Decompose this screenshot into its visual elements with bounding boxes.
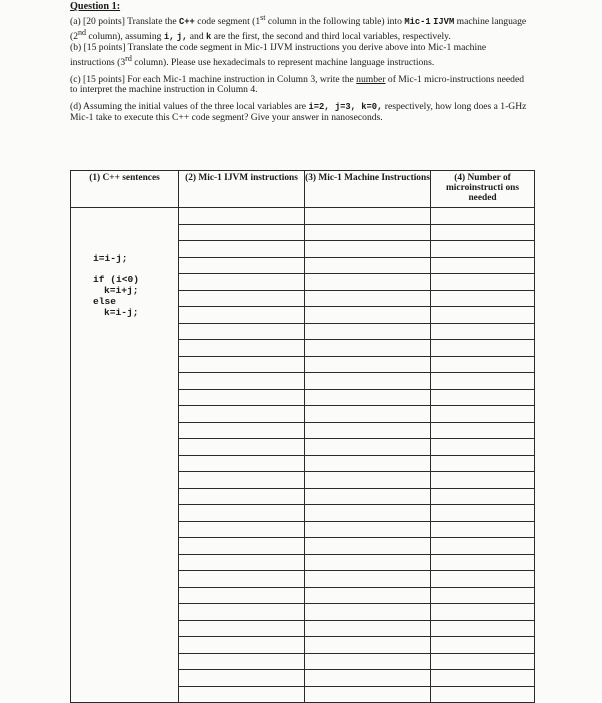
answer-cell[interactable] — [179, 340, 305, 357]
answer-cell[interactable] — [179, 323, 305, 340]
answer-cell[interactable] — [431, 257, 535, 274]
code-line: i=i-j; — [93, 253, 128, 264]
answer-cell[interactable] — [179, 620, 305, 637]
answer-cell[interactable] — [305, 505, 431, 522]
answer-cell[interactable] — [179, 521, 305, 538]
answer-cell[interactable] — [179, 241, 305, 258]
answer-cell[interactable] — [305, 439, 431, 456]
answer-cell[interactable] — [431, 274, 535, 291]
answer-cell[interactable] — [305, 653, 431, 670]
answer-cell[interactable] — [305, 257, 431, 274]
answer-cell[interactable] — [305, 521, 431, 538]
table-header-row — [71, 171, 535, 208]
answer-cell[interactable] — [431, 505, 535, 522]
answer-cell[interactable] — [431, 307, 535, 324]
answer-cell[interactable] — [179, 290, 305, 307]
answer-cell[interactable] — [305, 241, 431, 258]
answer-cell[interactable] — [179, 637, 305, 654]
answer-cell[interactable] — [179, 571, 305, 588]
answer-cell[interactable] — [431, 670, 535, 687]
answer-cell[interactable] — [431, 224, 535, 241]
answer-cell[interactable] — [305, 406, 431, 423]
part-b: (b) [15 points] Translate the code segment in Mic-1 IJVM instructions you derive above into Mic-1 machine instructions (3rd column). Please use hexadecimals to represent machine language instructions. — [70, 41, 487, 68]
header-microinstruction-count: (4) Number of microinstructi ons needed — [431, 171, 535, 208]
answer-cell[interactable] — [431, 373, 535, 390]
answer-cell[interactable] — [179, 208, 305, 225]
answer-cell[interactable] — [179, 274, 305, 291]
answer-cell[interactable] — [431, 422, 535, 439]
answer-cell[interactable] — [179, 406, 305, 423]
answer-cell[interactable] — [179, 455, 305, 472]
answer-cell[interactable] — [305, 620, 431, 637]
answer-cell[interactable] — [431, 323, 535, 340]
answer-cell[interactable] — [305, 290, 431, 307]
header-cpp-sentences: (1) C++ sentences — [71, 171, 179, 208]
answer-cell[interactable] — [431, 653, 535, 670]
answer-cell[interactable] — [179, 538, 305, 555]
answer-cell[interactable] — [179, 422, 305, 439]
answer-cell[interactable] — [431, 208, 535, 225]
answer-cell[interactable] — [305, 455, 431, 472]
answer-cell[interactable] — [179, 472, 305, 489]
answer-cell[interactable] — [179, 554, 305, 571]
answer-cell[interactable] — [305, 323, 431, 340]
answer-cell[interactable] — [179, 587, 305, 604]
part-d: (d) Assuming the initial values of the three local variables are i=2, j=3, k=0, respectively, how long does a 1-GHz Mic-1 take to execute this C++ code segment? Give your answer in nanoseconds. — [70, 101, 527, 123]
answer-cell[interactable] — [305, 422, 431, 439]
answer-cell[interactable] — [431, 571, 535, 588]
answer-cell[interactable] — [305, 571, 431, 588]
question-heading: Question 1: — [70, 1, 121, 12]
code-line: if (i<0) — [93, 274, 140, 285]
answer-cell[interactable] — [431, 389, 535, 406]
answer-cell[interactable] — [305, 554, 431, 571]
answer-cell[interactable] — [179, 307, 305, 324]
answer-cell[interactable] — [431, 340, 535, 357]
answer-cell[interactable] — [431, 455, 535, 472]
answer-cell[interactable] — [431, 587, 535, 604]
answer-cell[interactable] — [431, 290, 535, 307]
answer-cell[interactable] — [431, 241, 535, 258]
answer-cell[interactable] — [305, 356, 431, 373]
answer-cell[interactable] — [179, 439, 305, 456]
answer-cell[interactable] — [179, 653, 305, 670]
answer-cell[interactable] — [179, 373, 305, 390]
answer-cell[interactable] — [431, 538, 535, 555]
answer-cell[interactable] — [305, 587, 431, 604]
answer-cell[interactable] — [305, 604, 431, 621]
answer-cell[interactable] — [179, 505, 305, 522]
answer-cell[interactable] — [305, 224, 431, 241]
code-line: k=i+j; — [104, 285, 139, 296]
answer-cell[interactable] — [305, 373, 431, 390]
answer-cell[interactable] — [179, 356, 305, 373]
answer-cell[interactable] — [431, 472, 535, 489]
answer-cell[interactable] — [305, 389, 431, 406]
header-machine-instructions: (3) Mic-1 Machine Instructions — [305, 171, 431, 208]
cpp-code-block — [93, 254, 139, 319]
answer-cell[interactable] — [179, 224, 305, 241]
answer-cell[interactable] — [431, 637, 535, 654]
code-line: k=i-j; — [104, 307, 139, 318]
answer-cell[interactable] — [305, 488, 431, 505]
answer-cell[interactable] — [431, 406, 535, 423]
question-text — [70, 2, 532, 124]
answer-cell[interactable] — [431, 620, 535, 637]
answer-cell[interactable] — [431, 488, 535, 505]
answer-cell[interactable] — [305, 208, 431, 225]
part-c: (c) [15 points] For each Mic-1 machine instruction in Column 3, write the number of Mic-1 micro-instructions needed to interpret the machine instruction in Column 4. — [70, 73, 525, 96]
answer-cell[interactable] — [431, 356, 535, 373]
answer-cell[interactable] — [431, 554, 535, 571]
table-row — [71, 208, 535, 225]
answer-cell[interactable] — [305, 274, 431, 291]
answer-cell[interactable] — [305, 637, 431, 654]
answer-cell[interactable] — [305, 686, 431, 703]
answer-cell[interactable] — [305, 340, 431, 357]
answer-cell[interactable] — [431, 604, 535, 621]
code-line: else — [93, 296, 117, 307]
answer-cell[interactable] — [179, 389, 305, 406]
part-a: (a) [20 points] Translate the C++ code segment (1st column in the following table) into Mic-1 IJVM machine language (2nd column), assuming i, j, and k are the first, the second and third local variables, respectively. — [70, 12, 527, 42]
answer-cell[interactable] — [179, 604, 305, 621]
answer-cell[interactable] — [179, 488, 305, 505]
answer-cell[interactable] — [179, 686, 305, 703]
answer-cell[interactable] — [431, 686, 535, 703]
cpp-code-cell — [71, 208, 179, 703]
answer-cell[interactable] — [305, 670, 431, 687]
answer-cell[interactable] — [305, 307, 431, 324]
answer-cell[interactable] — [179, 257, 305, 274]
answer-table — [70, 170, 535, 703]
answer-cell[interactable] — [431, 439, 535, 456]
header-ijvm-instructions: (2) Mic-1 IJVM instructions — [179, 171, 305, 208]
answer-cell[interactable] — [305, 538, 431, 555]
answer-cell[interactable] — [179, 670, 305, 687]
answer-cell[interactable] — [431, 521, 535, 538]
answer-cell[interactable] — [305, 472, 431, 489]
